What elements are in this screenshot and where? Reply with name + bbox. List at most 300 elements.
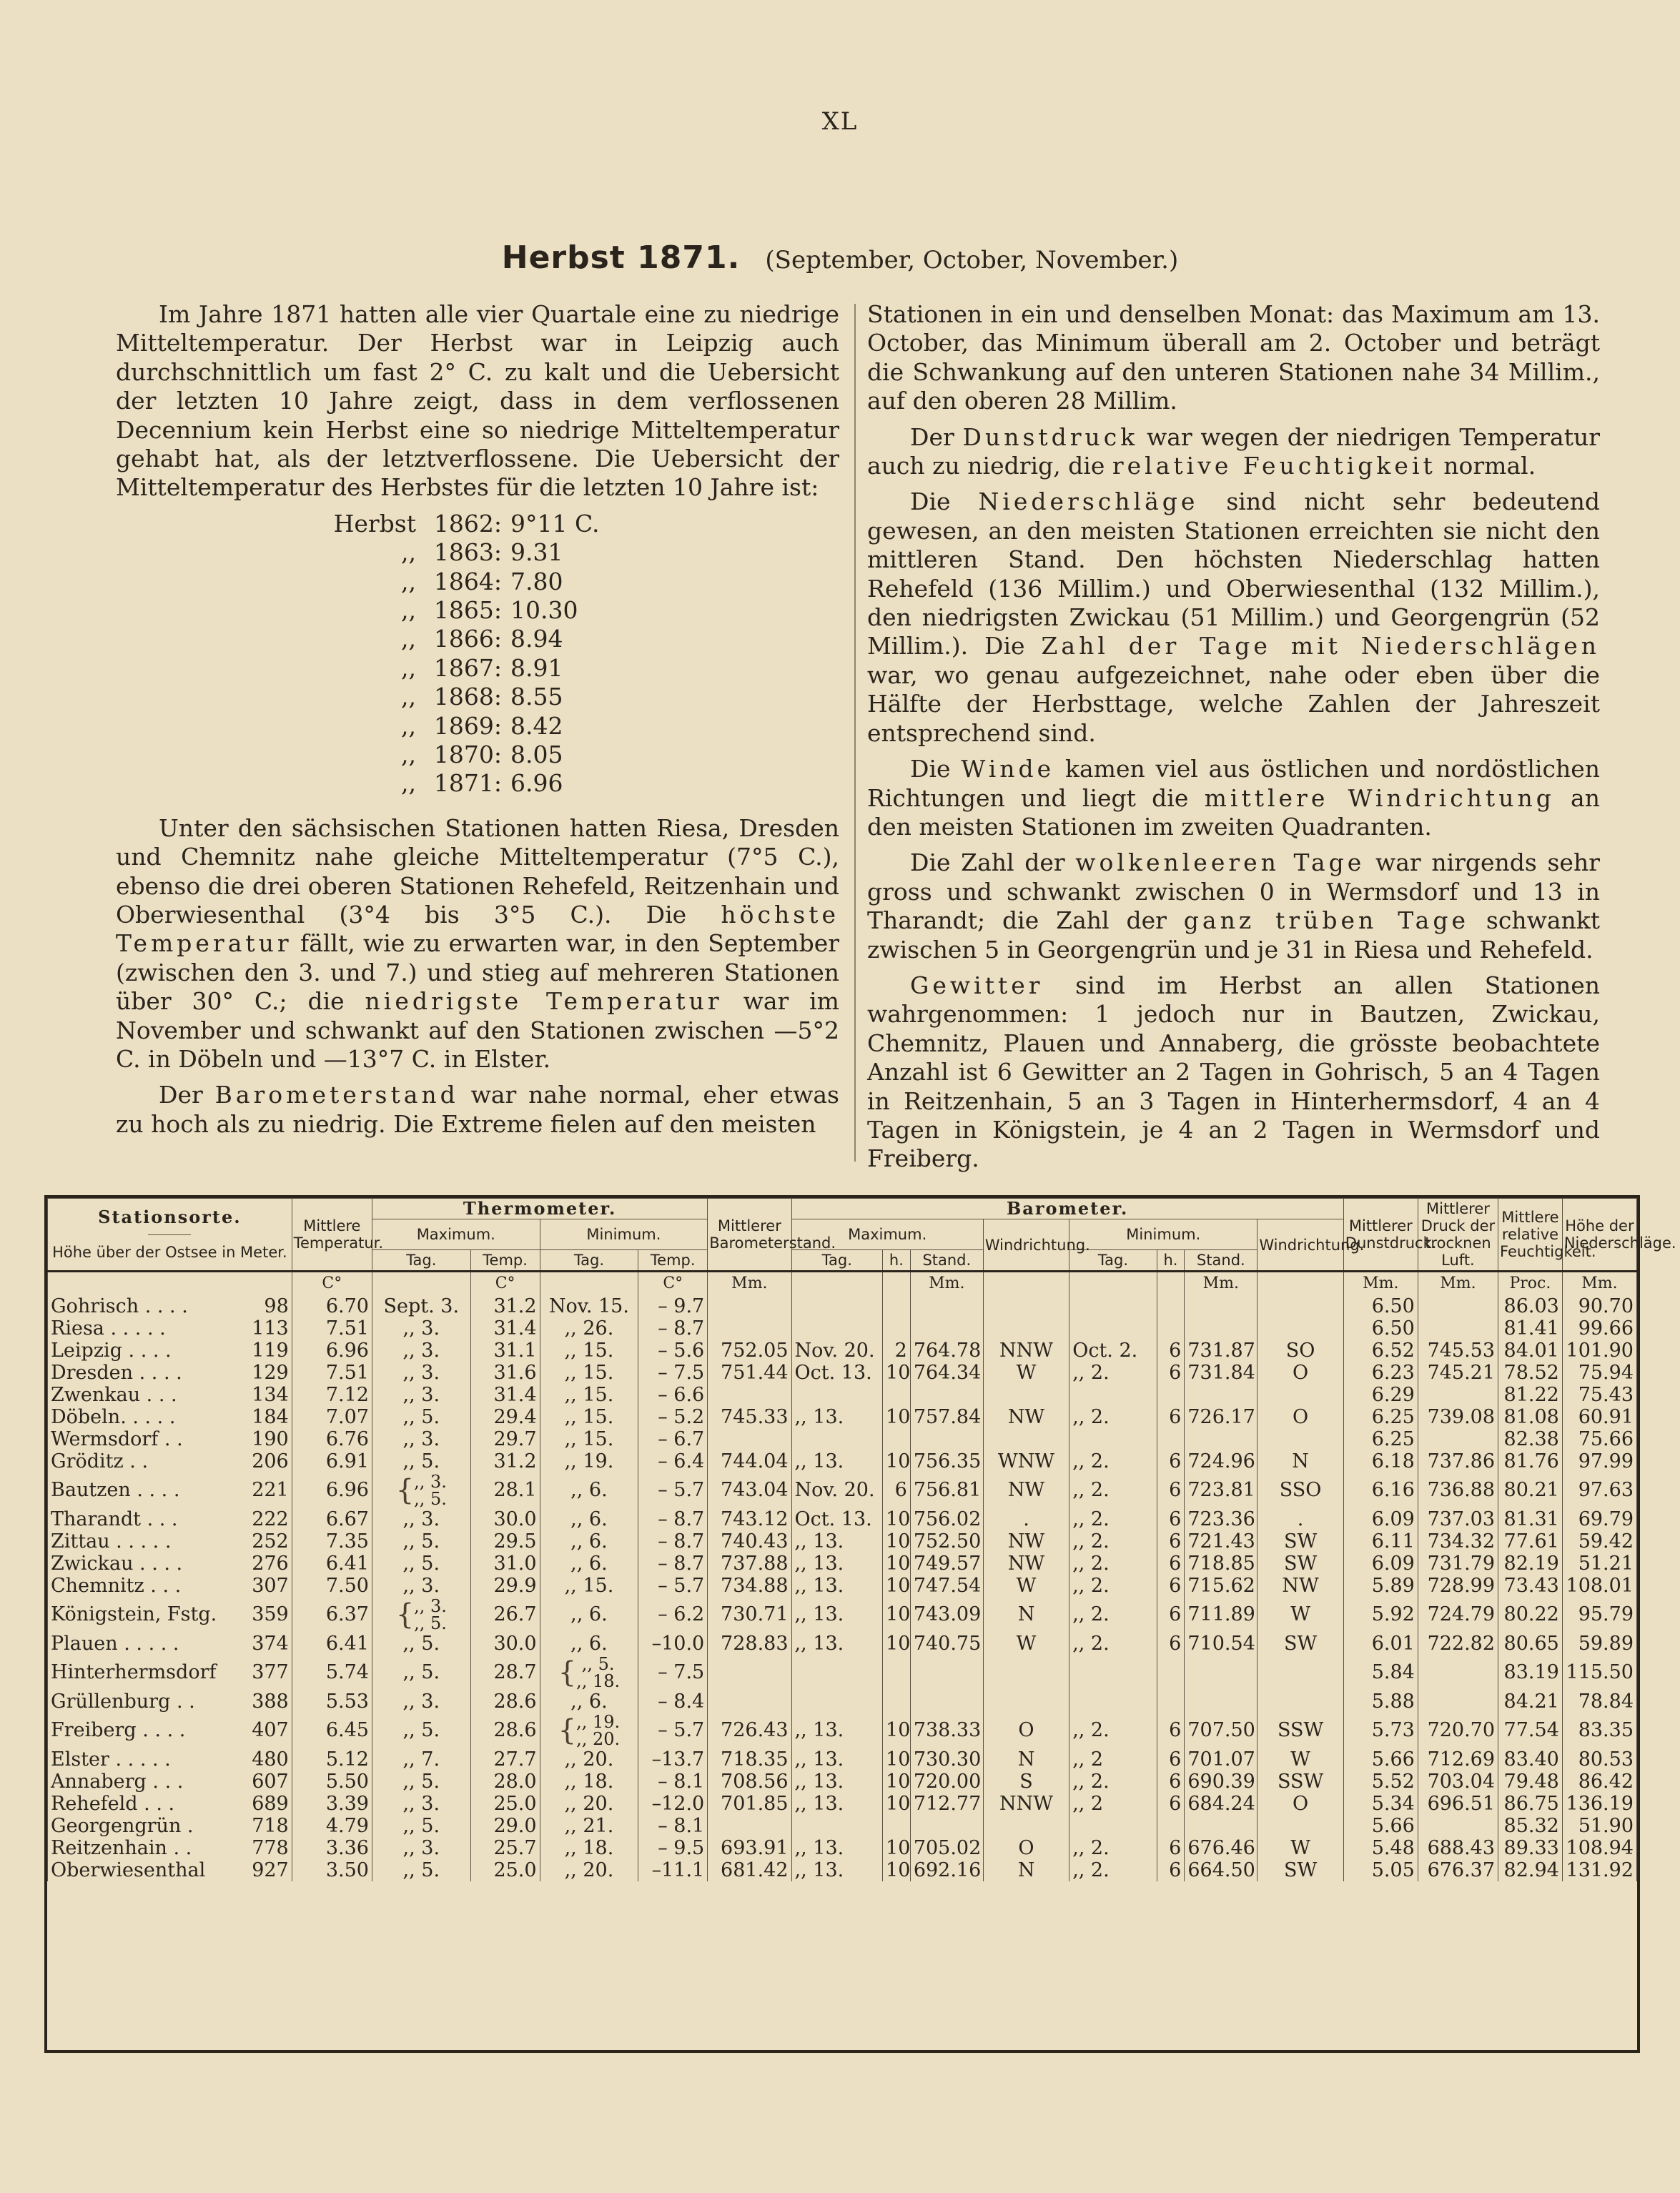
bmax-stand-header: Stand.	[910, 1250, 983, 1272]
dunstdruck-cell: 5.88	[1343, 1690, 1418, 1713]
bmin-tag-cell: ,, 2.	[1069, 1508, 1157, 1530]
tmax-tag-header: Tag.	[372, 1250, 470, 1272]
bmin-stand-cell: 721.43	[1185, 1530, 1257, 1553]
druck-luft-cell	[1418, 1690, 1498, 1713]
dunstdruck-cell: 6.23	[1343, 1362, 1418, 1384]
station-name-cell: Oberwiesenthal 927	[48, 1859, 292, 1881]
herbst-list-row: ,, 1868: 8.55	[401, 683, 563, 711]
bmax-tag-cell: Nov. 20.	[791, 1472, 883, 1508]
tmax-cell: 28.6	[470, 1690, 540, 1713]
niederschlag-cell: 97.63	[1562, 1472, 1636, 1508]
feuchtigkeit-cell: 77.61	[1498, 1530, 1563, 1553]
tmin-cell: – 5.2	[638, 1406, 708, 1428]
bmax-h-cell	[883, 1295, 911, 1317]
druck-luft-cell: 688.43	[1418, 1837, 1498, 1859]
druck-luft-cell	[1418, 1317, 1498, 1340]
barometerstand-cell: 728.83	[708, 1633, 791, 1655]
bmin-h-cell: 6	[1157, 1340, 1185, 1362]
bmax-stand-cell: 712.77	[910, 1793, 983, 1815]
tmin-tag-cell: ,, 6.	[540, 1690, 638, 1713]
bmax-stand-cell: 730.30	[910, 1748, 983, 1771]
druck-luft-cell: 736.88	[1418, 1472, 1498, 1508]
niederschlag-cell: 60.91	[1562, 1406, 1636, 1428]
bmin-wind-cell: SW	[1257, 1859, 1343, 1881]
bmin-stand-cell: 731.84	[1185, 1362, 1257, 1384]
bmin-tag-cell	[1069, 1428, 1157, 1450]
tmax-cell: 31.2	[470, 1295, 540, 1317]
tmax-temp-header: Temp.	[470, 1250, 540, 1272]
tmax-tag-cell: ,, 3.	[372, 1317, 470, 1340]
bmin-stand-cell: 707.50	[1185, 1713, 1257, 1748]
table-row	[48, 1597, 1637, 1633]
bmax-stand-cell	[910, 1655, 983, 1690]
bmax-wind-cell: O	[983, 1713, 1069, 1748]
bmax-wind-cell: W	[983, 1633, 1069, 1655]
left-column	[116, 300, 839, 1146]
table-row	[48, 1690, 1637, 1713]
bmin-stand-cell	[1185, 1655, 1257, 1690]
niederschlag-cell: 99.66	[1562, 1317, 1636, 1340]
bmin-stand-cell: 723.36	[1185, 1508, 1257, 1530]
barometerstand-cell: 734.88	[708, 1575, 791, 1597]
dunstdruck-cell: 5.66	[1343, 1815, 1418, 1837]
tmin-temp-header: Temp.	[638, 1250, 708, 1272]
feuchtigkeit-cell: 77.54	[1498, 1713, 1563, 1748]
tmin-tag-cell: { ,, 19. ,, 20.	[540, 1713, 638, 1748]
bmin-h-cell: 6	[1157, 1362, 1185, 1384]
tmin-cell: – 6.6	[638, 1384, 708, 1406]
tmax-tag-cell: ,, 5.	[372, 1771, 470, 1793]
tmin-cell: – 5.6	[638, 1340, 708, 1362]
bmin-stand-cell: 726.17	[1185, 1406, 1257, 1428]
mittlere-temp-cell: 5.12	[292, 1748, 372, 1771]
bmin-h-cell: 6	[1157, 1633, 1185, 1655]
bmin-tag-cell: ,, 2.	[1069, 1472, 1157, 1508]
druck-luft-cell: 722.82	[1418, 1633, 1498, 1655]
right-paragraph-3: Die Niederschläge sind nicht sehr bedeutend gewesen, an den meisten Stationen erreichten sie nicht den mittleren Stand. Den höchsten Niederschlag hatten Rehefeld (136 Millim.) und Oberwiesenthal (132 Millim.), den niedrigsten Zwickau (51 Millim.) und Georgengrün (52 Millim.). Die Zahl der Tage mit Niederschlägen war, wo genau aufgezeichnet, nahe oder eben über die Hälfte der Herbsttage, welche Zahlen der Jahreszeit entsprechend sind.	[867, 487, 1600, 747]
bmin-tag-cell	[1069, 1317, 1157, 1340]
druck-luft-cell	[1418, 1815, 1498, 1837]
bmax-stand-cell: 756.02	[910, 1508, 983, 1530]
table-row	[48, 1748, 1637, 1771]
feuchtigkeit-cell: 73.43	[1498, 1575, 1563, 1597]
bmin-wind-cell	[1257, 1317, 1343, 1340]
tmin-tag-cell: ,, 18.	[540, 1837, 638, 1859]
tmin-cell: – 5.7	[638, 1575, 708, 1597]
bmin-h-cell	[1157, 1428, 1185, 1450]
bmax-stand-cell: 738.33	[910, 1713, 983, 1748]
bmax-tag-cell: ,, 13.	[791, 1553, 883, 1575]
bmax-wind-cell: N	[983, 1859, 1069, 1881]
tmax-cell: 29.5	[470, 1530, 540, 1553]
feuchtigkeit-cell: 81.22	[1498, 1384, 1563, 1406]
bmin-h-cell: 6	[1157, 1553, 1185, 1575]
bmin-h-cell: 6	[1157, 1748, 1185, 1771]
tmax-tag-cell: ,, 3.	[372, 1793, 470, 1815]
bmax-stand-cell	[910, 1690, 983, 1713]
dunstdruck-cell: 6.18	[1343, 1450, 1418, 1472]
barometerstand-cell: 718.35	[708, 1748, 791, 1771]
tmax-cell: 28.0	[470, 1771, 540, 1793]
bmax-tag-cell: ,, 13.	[791, 1597, 883, 1633]
table-row	[48, 1575, 1637, 1597]
bmin-tag-cell	[1069, 1655, 1157, 1690]
table-row	[48, 1771, 1637, 1793]
herbst-list-row: ,, 1869: 8.42	[401, 711, 563, 740]
tmin-tag-cell: ,, 15.	[540, 1575, 638, 1597]
bmin-h-cell: 6	[1157, 1859, 1185, 1881]
bmin-stand-cell: 664.50	[1185, 1859, 1257, 1881]
tmin-tag-cell: ,, 26.	[540, 1317, 638, 1340]
niederschlag-cell: 136.19	[1562, 1793, 1636, 1815]
bmin-h-cell: 6	[1157, 1508, 1185, 1530]
tmax-cell: 31.1	[470, 1340, 540, 1362]
herbst-list-row: ,, 1866: 8.94	[401, 625, 563, 653]
table-row	[48, 1837, 1637, 1859]
tmin-cell: – 9.7	[638, 1295, 708, 1317]
bmax-stand-cell: 747.54	[910, 1575, 983, 1597]
mittlere-temp-cell: 7.35	[292, 1530, 372, 1553]
bmin-tag-cell: ,, 2.	[1069, 1597, 1157, 1633]
tmin-tag-header: Tag.	[540, 1250, 638, 1272]
station-name-cell: Hinterhermsdorf 377	[48, 1655, 292, 1690]
tmax-cell: 27.7	[470, 1748, 540, 1771]
bmin-h-cell: 6	[1157, 1530, 1185, 1553]
bmin-tag-cell: ,, 2.	[1069, 1837, 1157, 1859]
mittlere-temp-cell: 6.96	[292, 1340, 372, 1362]
mittlere-temp-cell: 6.41	[292, 1633, 372, 1655]
druck-luft-cell: 737.86	[1418, 1450, 1498, 1472]
bmin-stand-cell: 718.85	[1185, 1553, 1257, 1575]
bmax-wind-cell: NW	[983, 1553, 1069, 1575]
station-name-cell: Gohrisch . . . . 98	[48, 1295, 292, 1317]
druck-luft-cell	[1418, 1384, 1498, 1406]
bmax-stand-cell	[910, 1815, 983, 1837]
table-row	[48, 1508, 1637, 1530]
druck-luft-cell: 728.99	[1418, 1575, 1498, 1597]
dunstdruck-cell: 6.09	[1343, 1553, 1418, 1575]
herbst-list-row: ,, 1867: 8.91	[401, 653, 563, 682]
tmin-tag-cell: ,, 6.	[540, 1472, 638, 1508]
bmin-tag-cell: ,, 2	[1069, 1793, 1157, 1815]
title-main: Herbst 1871.	[501, 239, 741, 276]
dunstdruck-cell: 5.52	[1343, 1771, 1418, 1793]
druck-luft-cell: 739.08	[1418, 1406, 1498, 1428]
bmin-wind-cell	[1257, 1815, 1343, 1837]
druck-luft-cell: 703.04	[1418, 1771, 1498, 1793]
barometerstand-cell: 743.04	[708, 1472, 791, 1508]
dunstdruck-cell: 6.50	[1343, 1295, 1418, 1317]
thermo-max-header: Maximum.	[372, 1219, 540, 1250]
table-row	[48, 1384, 1637, 1406]
feuchtigkeit-cell: 86.03	[1498, 1295, 1563, 1317]
bmin-tag-cell	[1069, 1384, 1157, 1406]
niederschlag-cell: 80.53	[1562, 1748, 1636, 1771]
feuchtigkeit-cell: 82.94	[1498, 1859, 1563, 1881]
feuchtigkeit-cell: 78.52	[1498, 1362, 1563, 1384]
herbst-list-row: ,, 1864: 7.80	[401, 567, 563, 595]
tmin-tag-cell: ,, 15.	[540, 1406, 638, 1428]
mittlere-temp-cell: 6.91	[292, 1450, 372, 1472]
bmin-h-cell: 6	[1157, 1450, 1185, 1472]
table-row	[48, 1450, 1637, 1472]
bmin-wind-cell: N	[1257, 1450, 1343, 1472]
niederschlaege-header: Höhe der Niederschläge.	[1562, 1199, 1636, 1272]
tmin-tag-cell: { ,, 5. ,, 18.	[540, 1655, 638, 1690]
bmin-wind-cell	[1257, 1384, 1343, 1406]
tmin-tag-cell: ,, 6.	[540, 1530, 638, 1553]
tmin-cell: – 5.7	[638, 1713, 708, 1748]
dunstdruck-cell: 6.50	[1343, 1317, 1418, 1340]
tmin-tag-cell: ,, 15.	[540, 1340, 638, 1362]
title-sub: (September, October, November.)	[765, 246, 1179, 274]
bmin-wind-cell: O	[1257, 1362, 1343, 1384]
tmax-tag-cell: ,, 5.	[372, 1553, 470, 1575]
dunstdruck-cell: 6.01	[1343, 1633, 1418, 1655]
dunstdruck-cell: 6.11	[1343, 1530, 1418, 1553]
barometerstand-cell: 737.88	[708, 1553, 791, 1575]
thermometer-header: Thermometer.	[372, 1199, 707, 1219]
druck-luft-header: Mittlerer Druck der trocknen Luft.	[1418, 1199, 1498, 1272]
bmax-tag-cell	[791, 1655, 883, 1690]
tmin-tag-cell: Nov. 15.	[540, 1295, 638, 1317]
barometerstand-cell	[708, 1428, 791, 1450]
bmin-stand-cell: 711.89	[1185, 1597, 1257, 1633]
mittlere-temp-cell: 5.74	[292, 1655, 372, 1690]
dunstdruck-cell: 5.05	[1343, 1859, 1418, 1881]
bmax-wind-cell: NW	[983, 1530, 1069, 1553]
feuchtigkeit-cell: 86.75	[1498, 1793, 1563, 1815]
bmax-h-cell	[883, 1317, 911, 1340]
mittlere-temp-cell: 5.50	[292, 1771, 372, 1793]
bmax-h-cell: 10	[883, 1530, 911, 1553]
table-row	[48, 1815, 1637, 1837]
station-name-cell: Tharandt . . . 222	[48, 1508, 292, 1530]
feuchtigkeit-cell: 84.01	[1498, 1340, 1563, 1362]
herbst-list-row: ,, 1863: 9.31	[401, 538, 563, 567]
barometerstand-cell	[708, 1295, 791, 1317]
bmax-tag-cell: Nov. 20.	[791, 1340, 883, 1362]
bmin-wind-cell: NW	[1257, 1575, 1343, 1597]
dunstdruck-cell: 6.29	[1343, 1384, 1418, 1406]
bmin-tag-cell: ,, 2.	[1069, 1633, 1157, 1655]
barometerstand-cell: 752.05	[708, 1340, 791, 1362]
barometerstand-cell: 701.85	[708, 1793, 791, 1815]
table-row	[48, 1317, 1637, 1340]
niederschlag-cell: 101.90	[1562, 1340, 1636, 1362]
bmin-wind-cell: O	[1257, 1793, 1343, 1815]
barometerstand-cell	[708, 1655, 791, 1690]
mittlere-temp-cell: 6.37	[292, 1597, 372, 1633]
bmax-tag-cell: ,, 13.	[791, 1859, 883, 1881]
tmin-cell: –13.7	[638, 1748, 708, 1771]
tmin-tag-cell: ,, 6.	[540, 1597, 638, 1633]
bmax-tag-cell: ,, 13.	[791, 1530, 883, 1553]
druck-luft-cell: 724.79	[1418, 1597, 1498, 1633]
dunstdruck-cell: 5.84	[1343, 1655, 1418, 1690]
bmax-wind-cell	[983, 1815, 1069, 1837]
druck-luft-cell: 745.53	[1418, 1340, 1498, 1362]
station-name-cell: Königstein, Fstg. 359	[48, 1597, 292, 1633]
feuchtigkeit-cell: 80.22	[1498, 1597, 1563, 1633]
bmax-h-cell	[883, 1655, 911, 1690]
bmin-stand-cell: 731.87	[1185, 1340, 1257, 1362]
tmax-cell: 29.0	[470, 1815, 540, 1837]
bmax-stand-cell	[910, 1384, 983, 1406]
table-row	[48, 1406, 1637, 1428]
bmin-wind-cell: O	[1257, 1406, 1343, 1428]
bmin-stand-cell	[1185, 1690, 1257, 1713]
feuchtigkeit-cell: 82.38	[1498, 1428, 1563, 1450]
bmax-wind-cell	[983, 1690, 1069, 1713]
feuchtigkeit-cell: 80.65	[1498, 1633, 1563, 1655]
station-name-cell: Zittau . . . . . 252	[48, 1530, 292, 1553]
druck-luft-cell	[1418, 1295, 1498, 1317]
tmax-tag-cell: ,, 3.	[372, 1508, 470, 1530]
tmax-tag-cell: ,, 3.	[372, 1340, 470, 1362]
tmax-tag-cell: ,, 5.	[372, 1713, 470, 1748]
bmax-tag-cell: ,, 13.	[791, 1713, 883, 1748]
bmax-wind-cell: O	[983, 1837, 1069, 1859]
station-name-cell: Leipzig . . . . 119	[48, 1340, 292, 1362]
dunstdruck-header: Mittlerer Dunstdruck.	[1343, 1199, 1418, 1272]
dunstdruck-cell: 6.25	[1343, 1428, 1418, 1450]
bmin-stand-cell: 710.54	[1185, 1633, 1257, 1655]
bmax-h-cell: 10	[883, 1748, 911, 1771]
barometerstand-header: Mittlerer Barometerstand.	[708, 1199, 791, 1272]
dunstdruck-cell: 5.73	[1343, 1713, 1418, 1748]
bmin-stand-cell	[1185, 1428, 1257, 1450]
table-row	[48, 1472, 1637, 1508]
bmin-h-cell: 6	[1157, 1597, 1185, 1633]
bmax-tag-cell: ,, 13.	[791, 1406, 883, 1428]
tmax-tag-cell: ,, 5.	[372, 1655, 470, 1690]
tmin-cell: – 8.4	[638, 1690, 708, 1713]
niederschlag-cell: 78.84	[1562, 1690, 1636, 1713]
bmin-stand-cell: 723.81	[1185, 1472, 1257, 1508]
mittlere-temp-cell: 7.51	[292, 1317, 372, 1340]
bmin-h-cell: 6	[1157, 1713, 1185, 1748]
tmin-cell: – 6.7	[638, 1428, 708, 1450]
niederschlag-cell: 90.70	[1562, 1295, 1636, 1317]
tmin-cell: –10.0	[638, 1633, 708, 1655]
bmin-wind-cell: SW	[1257, 1530, 1343, 1553]
feuchtigkeit-cell: 83.40	[1498, 1748, 1563, 1771]
bmin-tag-cell: ,, 2.	[1069, 1450, 1157, 1472]
barometerstand-cell: 743.12	[708, 1508, 791, 1530]
bmax-wind-cell	[983, 1655, 1069, 1690]
bmax-h-cell: 10	[883, 1859, 911, 1881]
tmax-cell: 30.0	[470, 1508, 540, 1530]
bmax-tag-cell: ,, 13.	[791, 1450, 883, 1472]
dunstdruck-cell: 6.16	[1343, 1472, 1418, 1508]
bmin-tag-cell: ,, 2.	[1069, 1362, 1157, 1384]
brace-mark: {	[395, 1474, 415, 1507]
brace-mark: {	[558, 1714, 577, 1747]
barometerstand-cell: 730.71	[708, 1597, 791, 1633]
table-row	[48, 1633, 1637, 1655]
druck-luft-cell: 720.70	[1418, 1713, 1498, 1748]
mittlere-temp-cell: 7.12	[292, 1384, 372, 1406]
niederschlag-cell: 75.43	[1562, 1384, 1636, 1406]
tmin-cell: – 8.7	[638, 1530, 708, 1553]
barometerstand-cell: 751.44	[708, 1362, 791, 1384]
station-name-cell: Freiberg . . . . 407	[48, 1713, 292, 1748]
tmax-tag-cell: { ,, 3. ,, 5.	[372, 1597, 470, 1633]
tmax-cell: 31.2	[470, 1450, 540, 1472]
bmax-stand-cell: 764.78	[910, 1340, 983, 1362]
bmax-h-cell	[883, 1690, 911, 1713]
bmin-wind-cell: W	[1257, 1748, 1343, 1771]
feuchtigkeit-cell: 84.21	[1498, 1690, 1563, 1713]
tmin-cell: – 5.7	[638, 1472, 708, 1508]
bmax-stand-cell: 720.00	[910, 1771, 983, 1793]
niederschlag-cell: 108.01	[1562, 1575, 1636, 1597]
tmin-cell: – 7.5	[638, 1362, 708, 1384]
bmax-tag-cell: ,, 13.	[791, 1575, 883, 1597]
barometerstand-cell: 693.91	[708, 1837, 791, 1859]
bmin-tag-cell	[1069, 1815, 1157, 1837]
bmax-h-cell	[883, 1815, 911, 1837]
bmax-tag-cell: ,, 13.	[791, 1771, 883, 1793]
bmax-wind-cell: N	[983, 1597, 1069, 1633]
bmax-stand-cell	[910, 1295, 983, 1317]
bmin-wind-cell: SSO	[1257, 1472, 1343, 1508]
tmin-tag-cell: ,, 20.	[540, 1793, 638, 1815]
station-name-cell: Reitzenhain . . 778	[48, 1837, 292, 1859]
bmax-h-cell: 10	[883, 1713, 911, 1748]
station-name-cell: Döbeln. . . . . 184	[48, 1406, 292, 1428]
bmax-h-cell: 10	[883, 1597, 911, 1633]
bmin-h-cell: 6	[1157, 1771, 1185, 1793]
tmax-cell: 31.4	[470, 1317, 540, 1340]
bmin-wind-cell: W	[1257, 1837, 1343, 1859]
bmin-stand-cell: 690.39	[1185, 1771, 1257, 1793]
niederschlag-cell: 131.92	[1562, 1859, 1636, 1881]
bmax-stand-cell: 749.57	[910, 1553, 983, 1575]
tmax-cell: 29.4	[470, 1406, 540, 1428]
bmax-tag-cell	[791, 1295, 883, 1317]
tmax-tag-cell: ,, 3.	[372, 1690, 470, 1713]
tmin-cell: – 8.7	[638, 1317, 708, 1340]
tmax-tag-cell: ,, 3.	[372, 1362, 470, 1384]
herbst-list-row: ,, 1870: 8.05	[401, 740, 563, 768]
tmax-cell: 30.0	[470, 1633, 540, 1655]
right-paragraph-4: Die Winde kamen viel aus östlichen und nordöstlichen Richtungen und liegt die mittlere Windrichtung an den meisten Stationen im zweiten Quadranten.	[867, 755, 1600, 841]
bmax-tag-cell	[791, 1384, 883, 1406]
niederschlag-cell: 108.94	[1562, 1837, 1636, 1859]
mittlere-temp-cell: 4.79	[292, 1815, 372, 1837]
niederschlag-cell: 97.99	[1562, 1450, 1636, 1472]
bmax-wind-cell: .	[983, 1508, 1069, 1530]
bmax-wind-cell: NW	[983, 1406, 1069, 1428]
barometerstand-cell: 708.56	[708, 1771, 791, 1793]
niederschlag-cell: 86.42	[1562, 1771, 1636, 1793]
right-column	[867, 300, 1600, 1181]
bmax-tag-cell: Oct. 13.	[791, 1508, 883, 1530]
bmax-h-cell: 10	[883, 1553, 911, 1575]
right-paragraph-1: Stationen in ein und denselben Monat: das Maximum am 13. October, das Minimum überall am 2. October und beträgt die Schwankung auf den unteren Stationen nahe 34 Millim., auf den oberen 28 Millim.	[867, 300, 1600, 415]
bmin-wind-cell: SW	[1257, 1633, 1343, 1655]
bmax-stand-cell: 757.84	[910, 1406, 983, 1428]
bmin-tag-cell: ,, 2.	[1069, 1713, 1157, 1748]
bmin-stand-cell: 724.96	[1185, 1450, 1257, 1472]
bmin-stand-cell	[1185, 1317, 1257, 1340]
dunstdruck-cell: 5.66	[1343, 1748, 1418, 1771]
druck-luft-cell: 731.79	[1418, 1553, 1498, 1575]
table-row	[48, 1859, 1637, 1881]
bmax-h-cell: 10	[883, 1575, 911, 1597]
